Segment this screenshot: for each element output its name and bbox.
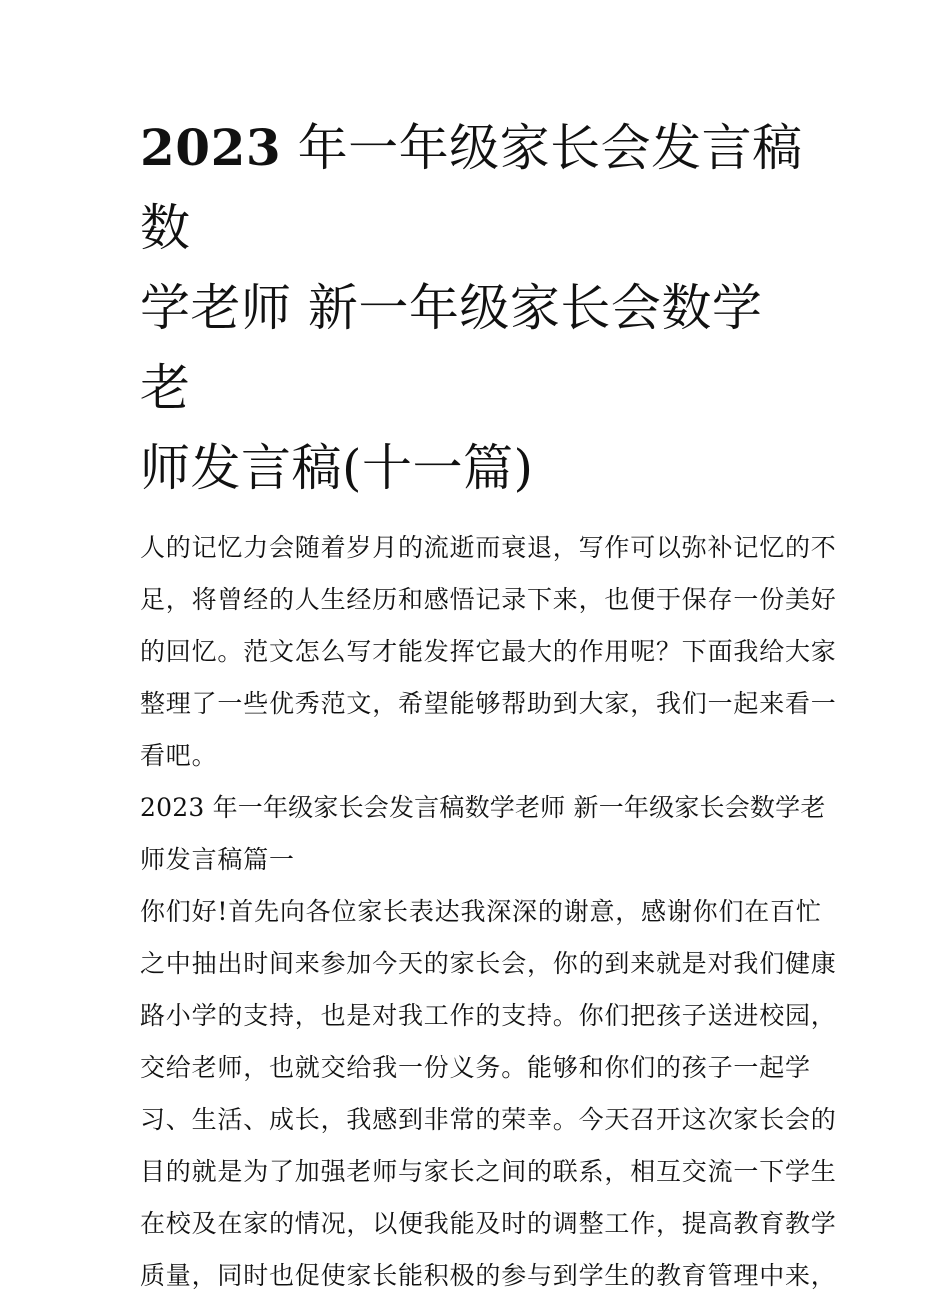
body-line: 质量，同时也促使家长能积极的参与到学生的教育管理中来，	[140, 1261, 837, 1290]
body-line: 交给老师，也就交给我一份义务。能够和你们的孩子一起学	[140, 1053, 811, 1082]
title-line-3: 师发言稿(十一篇)	[140, 439, 534, 497]
title-year: 2023	[140, 118, 282, 177]
body-line: 习、生活、成长，我感到非常的荣幸。今天召开这次家长会的	[140, 1105, 837, 1134]
body-line: 路小学的支持，也是对我工作的支持。你们把孩子送进校园，	[140, 1001, 837, 1030]
body-paragraph	[140, 886, 837, 1302]
intro-paragraph	[140, 522, 837, 782]
body-line: 之中抽出时间来参加今天的家长会，你的到来就是对我们健康	[140, 949, 837, 978]
title-line-2: 学老师 新一年级家长会数学老	[140, 279, 763, 417]
document-title	[140, 108, 812, 508]
intro-line: 人的记忆力会随着岁月的流逝而衰退，写作可以弥补记忆的不	[140, 533, 837, 562]
section-heading-line: 2023 年一年级家长会发言稿数学老师 新一年级家长会数学老	[140, 793, 826, 822]
intro-line: 的回忆。范文怎么写才能发挥它最大的作用呢？下面我给大家	[140, 637, 837, 666]
section-heading-line: 师发言稿篇一	[140, 845, 295, 874]
document-page	[140, 108, 837, 1302]
title-line-1	[140, 108, 812, 268]
section-heading	[140, 782, 826, 886]
title-line-1-text: 年一年级家长会发言稿数	[140, 119, 803, 257]
intro-line: 整理了一些优秀范文，希望能够帮助到大家，我们一起来看一	[140, 689, 837, 718]
body-line: 你们好!首先向各位家长表达我深深的谢意，感谢你们在百忙	[140, 897, 822, 926]
body-line: 目的就是为了加强老师与家长之间的联系，相互交流一下学生	[140, 1157, 837, 1186]
intro-line: 足，将曾经的人生经历和感悟记录下来，也便于保存一份美好	[140, 585, 837, 614]
intro-line: 看吧。	[140, 741, 218, 770]
body-line: 在校及在家的情况，以便我能及时的调整工作，提高教育教学	[140, 1209, 837, 1238]
